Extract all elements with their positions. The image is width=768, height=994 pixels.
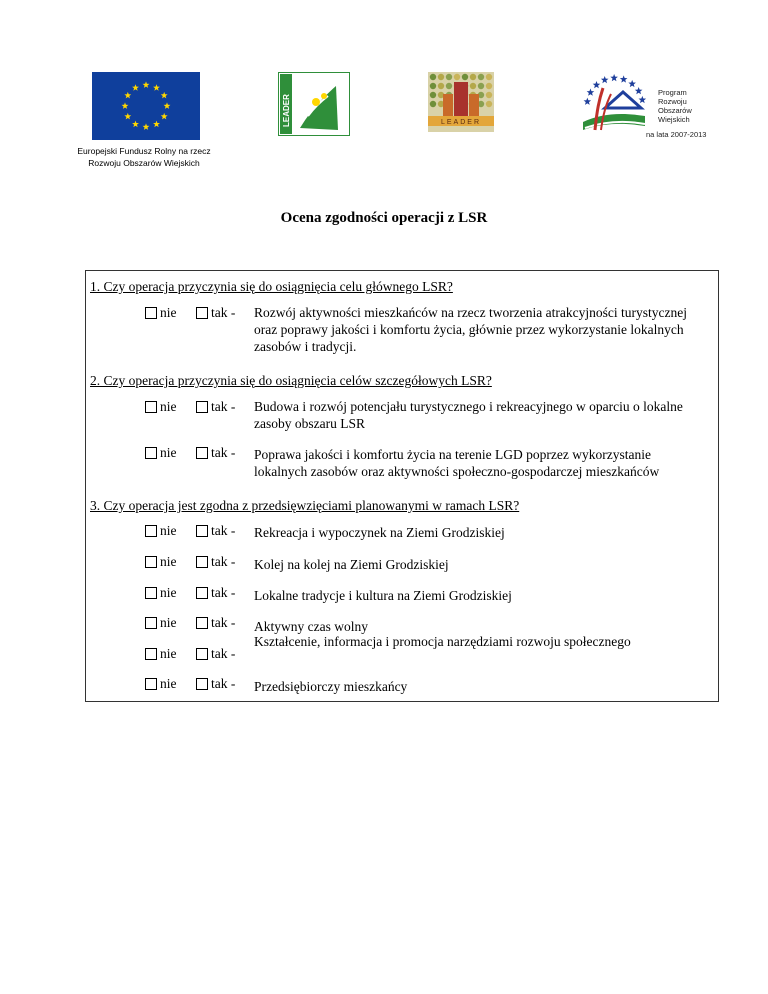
q3-opt3-tak[interactable] — [196, 585, 235, 601]
eu-fund-caption — [64, 145, 224, 169]
question-3: 3. Czy operacja jest zgodna z przedsięwzięciami planowanymi w ramach LSR? — [90, 498, 520, 513]
checkbox[interactable] — [196, 678, 208, 690]
desc-line: zasoby obszaru LSR — [254, 416, 365, 431]
prow-line-1: Program — [658, 88, 687, 97]
tak-label: tak - — [211, 585, 236, 600]
checkbox[interactable] — [196, 307, 208, 319]
q3-opt1-tak[interactable] — [196, 523, 235, 539]
mosaic-dot — [462, 74, 468, 80]
q3-opt4-tak[interactable] — [196, 615, 235, 631]
q3-opt5-nie[interactable] — [145, 646, 177, 662]
mosaic-dot — [446, 74, 452, 80]
checkbox[interactable] — [196, 587, 208, 599]
q3-opt6-nie[interactable] — [145, 676, 177, 692]
prow-logo-years: na lata 2007-2013 — [646, 130, 707, 139]
tak-label: tak - — [211, 523, 236, 538]
q2-item1-desc — [254, 398, 714, 432]
checkbox[interactable] — [145, 587, 157, 599]
q2-opt1-nie[interactable] — [145, 399, 177, 415]
mosaic-dot — [430, 101, 436, 107]
desc-line: Poprawa jakości i komfortu życia na terenie LGD poprzez wykorzystanie — [254, 447, 651, 462]
tak-label: tak - — [211, 445, 236, 460]
leader-logo — [278, 72, 350, 136]
q3-opt1-nie[interactable] — [145, 523, 177, 539]
q3-opt6-tak[interactable] — [196, 676, 235, 692]
q3-opt3-nie[interactable] — [145, 585, 177, 601]
q3-opt2-nie[interactable] — [145, 554, 177, 570]
q3-item3-desc: Lokalne tradycje i kultura na Ziemi Grodziskiej — [254, 588, 512, 603]
checkbox[interactable] — [145, 648, 157, 660]
nie-label: nie — [160, 554, 177, 569]
nie-label: nie — [160, 445, 177, 460]
q3-item5-desc: Kształcenie, informacja i promocja narzędziami rozwoju społecznego — [254, 634, 631, 649]
nie-label: nie — [160, 646, 177, 661]
mosaic-dot — [478, 74, 484, 80]
checkbox[interactable] — [196, 525, 208, 537]
q2-opt1-tak[interactable] — [196, 399, 235, 415]
nie-label: nie — [160, 585, 177, 600]
leader-mosaic-text: LEADER — [440, 119, 482, 126]
question-2: 2. Czy operacja przyczynia się do osiągnięcia celów szczegółowych LSR? — [90, 373, 492, 388]
desc-line: lokalnych zasobów oraz aktywności społeczno-gospodarczej mieszkańców — [254, 464, 660, 479]
prow-logo-text — [658, 88, 692, 124]
mosaic-dot — [478, 83, 484, 89]
eu-flag-logo — [92, 72, 200, 140]
q3-item1-desc: Rekreacja i wypoczynek na Ziemi Grodziskiej — [254, 525, 505, 540]
checkbox[interactable] — [145, 401, 157, 413]
mosaic-dot — [438, 83, 444, 89]
question-1: 1. Czy operacja przyczynia się do osiągnięcia celu głównego LSR? — [90, 279, 453, 294]
nie-label: nie — [160, 615, 177, 630]
prow-logo — [575, 70, 651, 136]
mosaic-dot — [486, 74, 492, 80]
checkbox[interactable] — [145, 556, 157, 568]
q3-opt2-tak[interactable] — [196, 554, 235, 570]
mosaic-dot — [438, 74, 444, 80]
q1-opt1-nie[interactable] — [145, 305, 177, 321]
nie-label: nie — [160, 676, 177, 691]
tak-label: tak - — [211, 615, 236, 630]
prow-star-icon — [593, 81, 601, 88]
mosaic-dot — [486, 92, 492, 98]
prow-star-icon — [639, 96, 647, 103]
q1-item1-desc — [254, 304, 714, 355]
eu-caption-line2: Rozwoju Obszarów Wiejskich — [88, 158, 200, 168]
prow-line-3: Obszarów — [658, 106, 692, 115]
prow-line-2: Rozwoju — [658, 97, 687, 106]
prow-star-icon — [587, 89, 595, 96]
q1-opt1-tak[interactable] — [196, 305, 235, 321]
mosaic-dot — [486, 83, 492, 89]
checkbox[interactable] — [196, 401, 208, 413]
prow-star-icon — [635, 87, 643, 94]
q3-opt4-nie[interactable] — [145, 615, 177, 631]
checkbox[interactable] — [145, 525, 157, 537]
mosaic-dot — [486, 101, 492, 107]
desc-line: Rozwój aktywności mieszkańców na rzecz tworzenia atrakcyjności turystycznej — [254, 305, 687, 320]
checkbox[interactable] — [196, 447, 208, 459]
desc-line: Budowa i rozwój potencjału turystycznego i rekreacyjnego w oparciu o lokalne — [254, 399, 683, 414]
tak-label: tak - — [211, 399, 236, 414]
q2-item2-desc — [254, 446, 714, 480]
q3-opt5-tak[interactable] — [196, 646, 235, 662]
mosaic-dot — [430, 92, 436, 98]
checkbox[interactable] — [145, 678, 157, 690]
prow-star-icon — [628, 80, 636, 87]
nie-label: nie — [160, 399, 177, 414]
checkbox[interactable] — [145, 617, 157, 629]
leader-logo-text: LEADER — [282, 94, 291, 127]
tak-label: tak - — [211, 676, 236, 691]
mosaic-dot — [430, 74, 436, 80]
prow-star-icon — [620, 75, 628, 82]
eu-caption-line1: Europejski Fundusz Rolny na rzecz — [77, 146, 211, 156]
checkbox[interactable] — [145, 447, 157, 459]
q3-item6-desc: Przedsiębiorczy mieszkańcy — [254, 679, 408, 694]
checkbox[interactable] — [196, 617, 208, 629]
mosaic-dot — [430, 83, 436, 89]
tak-label: tak - — [211, 646, 236, 661]
q2-opt2-tak[interactable] — [196, 445, 235, 461]
tak-label: tak - — [211, 554, 236, 569]
desc-line: oraz poprawy jakości i komfortu życia, głównie przez wykorzystanie lokalnych — [254, 322, 684, 337]
prow-line-4: Wiejskich — [658, 115, 690, 124]
nie-label: nie — [160, 305, 177, 320]
prow-star-icon — [610, 74, 618, 81]
tak-label: tak - — [211, 305, 236, 320]
prow-star-icon — [601, 76, 609, 83]
checkbox[interactable] — [145, 307, 157, 319]
checkbox[interactable] — [196, 556, 208, 568]
checkbox[interactable] — [196, 648, 208, 660]
desc-line: zasobów i tradycji. — [254, 339, 357, 354]
mosaic-dot — [470, 83, 476, 89]
nie-label: nie — [160, 523, 177, 538]
mosaic-dot — [454, 74, 460, 80]
document-title: Ocena zgodności operacji z LSR — [280, 210, 488, 226]
mosaic-dot — [470, 74, 476, 80]
prow-star-icon — [584, 98, 592, 105]
leader-mosaic-logo — [428, 72, 494, 132]
q2-opt2-nie[interactable] — [145, 445, 177, 461]
mosaic-dot — [446, 83, 452, 89]
q3-item2-desc: Kolej na kolej na Ziemi Grodziskiej — [254, 557, 449, 572]
q3-item4-desc: Aktywny czas wolny — [254, 619, 368, 634]
